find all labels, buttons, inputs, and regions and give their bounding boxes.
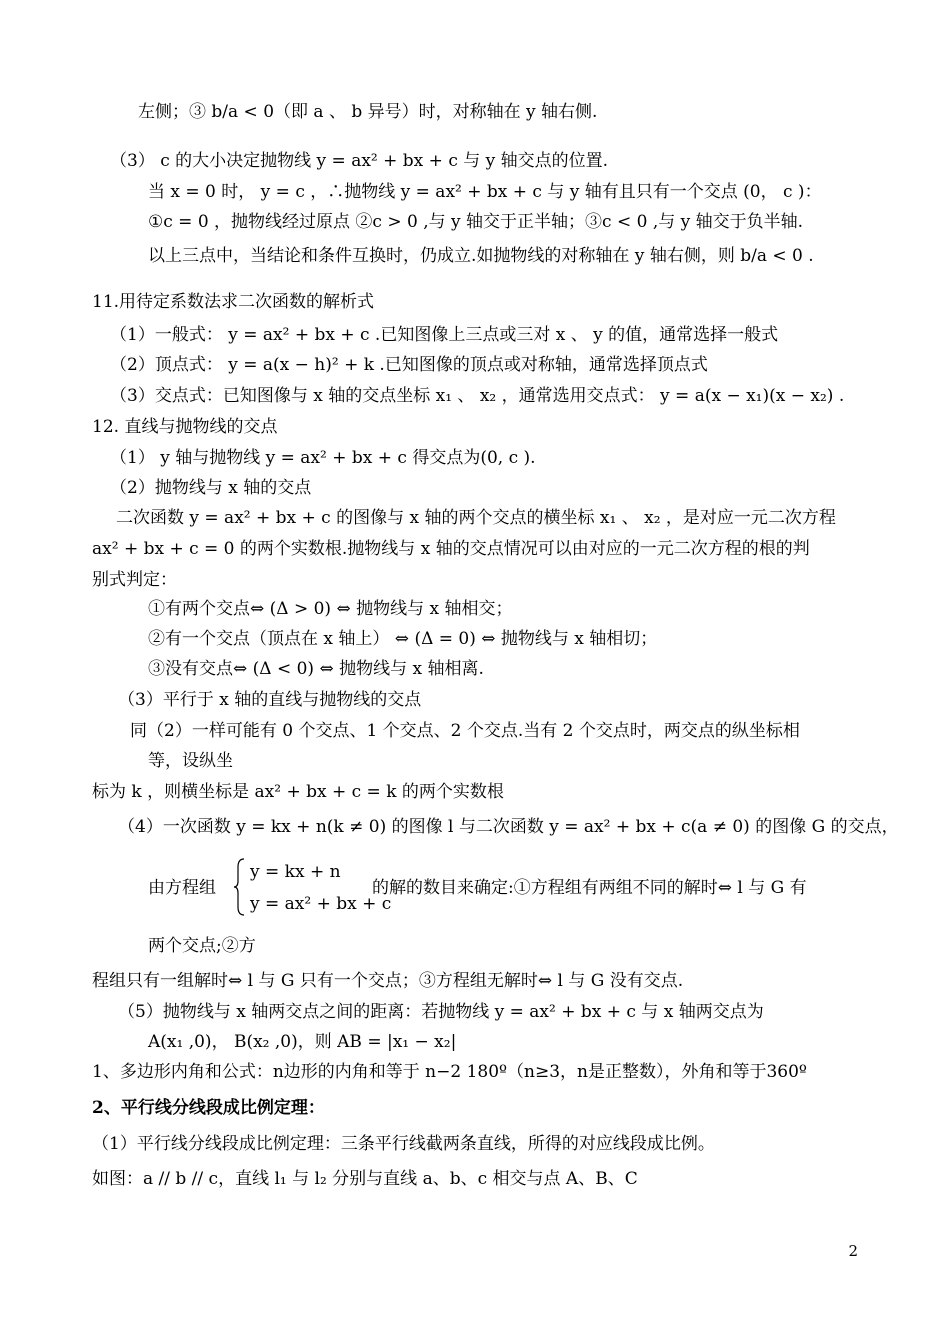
text-line: 别式判定： [92, 570, 177, 590]
text-line: （4）一次函数 y = kx + n(k ≠ 0) 的图像 l 与二次函数 y = ax² + bx + c(a ≠ 0) 的图像 G 的交点， [118, 817, 899, 837]
equation-row: y = ax² + bx + c [250, 894, 392, 914]
text-line: （1） y 轴与抛物线 y = ax² + bx + c 得交点为(0, c ). [110, 448, 536, 468]
text-line: A(x₁ ,0)， B(x₂ ,0)，则 AB = |x₁ − x₂| [148, 1032, 457, 1052]
text-line: （2）顶点式： y = a(x − h)² + k .已知图像的顶点或对称轴，通常选择顶点式 [110, 355, 708, 375]
text-line: ①c = 0 ，抛物线经过原点 ②c > 0 ,与 y 轴交于正半轴；③c < 0 ,与 y 轴交于负半轴. [148, 212, 804, 232]
text-line: ③没有交点⇔ (Δ < 0) ⇔ 抛物线与 x 轴相离. [148, 659, 484, 679]
text-line: 如图：a // b // c，直线 l₁ 与 l₂ 分别与直线 a、b、c 相交与点 A、B、C [92, 1169, 638, 1189]
text-line: 的解的数目来确定:①方程组有两组不同的解时⇔ l 与 G 有 [372, 878, 807, 898]
equation-brace [232, 857, 246, 917]
page-number: 2 [848, 1242, 858, 1260]
section-heading: 11.用待定系数法求二次函数的解析式 [92, 292, 375, 312]
text-line: 程组只有一组解时⇔ l 与 G 只有一个交点；③方程组无解时⇔ l 与 G 没有交点. [92, 971, 684, 991]
text-line: 标为 k ，则横坐标是 ax² + bx + c = k 的两个实数根 [92, 782, 504, 802]
text-line: 1、多边形内角和公式：n边形的内角和等于 n−2 180º（n≥3，n是正整数），外角和等于360º [92, 1062, 807, 1082]
text-line: 当 x = 0 时， y = c ，∴抛物线 y = ax² + bx + c 与 y 轴有且只有一个交点 (0， c )： [148, 182, 822, 202]
text-line: 以上三点中，当结论和条件互换时，仍成立.如抛物线的对称轴在 y 轴右侧，则 b/a < 0 . [148, 246, 814, 266]
section-heading: 12. 直线与抛物线的交点 [92, 417, 278, 437]
text-line: 由方程组 [148, 878, 216, 898]
text-line: （2）抛物线与 x 轴的交点 [110, 478, 312, 498]
text-line: 两个交点;②方 [148, 936, 256, 956]
text-line: （5）抛物线与 x 轴两交点之间的距离：若抛物线 y = ax² + bx + c 与 x 轴两交点为 [118, 1002, 764, 1022]
text-line: （1）平行线分线段成比例定理：三条平行线截两条直线，所得的对应线段成比例。 [92, 1134, 715, 1154]
text-line: ax² + bx + c = 0 的两个实数根.抛物线与 x 轴的交点情况可以由对应的一元二次方程的根的判 [92, 539, 810, 559]
text-line: ②有一个交点（顶点在 x 轴上） ⇔ (Δ = 0) ⇔ 抛物线与 x 轴相切； [148, 629, 658, 649]
section-heading: 2、平行线分线段成比例定理： [92, 1098, 325, 1118]
text-line: （3）平行于 x 轴的直线与抛物线的交点 [118, 690, 422, 710]
text-line: 同（2）一样可能有 0 个交点、1 个交点、2 个交点.当有 2 个交点时，两交点的纵坐标相 [130, 721, 800, 741]
text-line: （1）一般式： y = ax² + bx + c .已知图像上三点或三对 x 、 y 的值，通常选择一般式 [110, 325, 779, 345]
text-line: （3）交点式：已知图像与 x 轴的交点坐标 x₁ 、 x₂ ，通常选用交点式： y = a(x − x₁)(x − x₂) . [110, 386, 845, 406]
text-line: 左侧；③ b/a < 0（即 a 、 b 异号）时，对称轴在 y 轴右侧. [138, 102, 598, 122]
text-line: 二次函数 y = ax² + bx + c 的图像与 x 轴的两个交点的横坐标 x₁ 、 x₂ ，是对应一元二次方程 [116, 508, 836, 528]
text-line: （3） c 的大小决定抛物线 y = ax² + bx + c 与 y 轴交点的位置. [110, 151, 609, 171]
text-line: 等，设纵坐 [148, 751, 233, 771]
equation-row: y = kx + n [250, 862, 341, 882]
text-line: ①有两个交点⇔ (Δ > 0) ⇔ 抛物线与 x 轴相交； [148, 599, 513, 619]
